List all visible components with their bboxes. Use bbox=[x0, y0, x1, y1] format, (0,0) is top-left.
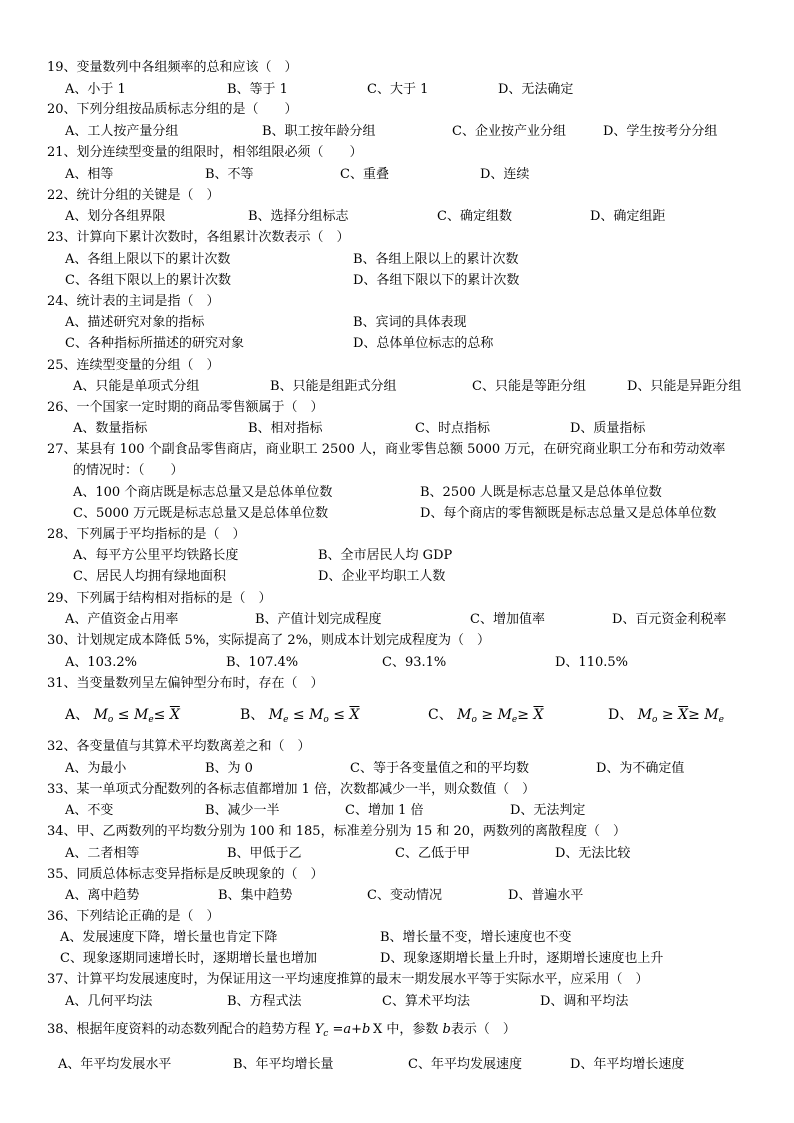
question-21: 21、划分连续型变量的组限时，相邻组限必须（ ） bbox=[47, 145, 363, 160]
q30-option-b: B、107.4% bbox=[226, 655, 299, 670]
q30-option-c: C、93.1% bbox=[382, 655, 447, 670]
q24-option-c: C、各种指标所描述的研究对象 bbox=[65, 336, 244, 351]
q33-option-b: B、减少一半 bbox=[205, 803, 280, 818]
q30-option-d: D、110.5% bbox=[555, 655, 628, 670]
q31-option-a: A、 $M_o \le M_e\le \overline{X}$ bbox=[65, 707, 180, 725]
q38-option-a: A、年平均发展水平 bbox=[58, 1057, 172, 1072]
question-20: 20、下列分组按品质标志分组的是（ ） bbox=[47, 102, 298, 117]
q25-option-b: B、只能是组距式分组 bbox=[270, 379, 397, 394]
question-33: 33、某一单项式分配数列的各标志值都增加 1 倍，次数都减少一半，则众数值（ ） bbox=[47, 782, 536, 797]
question-27-continued: 的情况时：（ ） bbox=[73, 463, 184, 478]
q28-option-d: D、企业平均职工人数 bbox=[318, 569, 446, 584]
q35-option-a: A、离中趋势 bbox=[65, 888, 140, 903]
q26-option-c: C、时点指标 bbox=[415, 421, 490, 436]
q21-option-a: A、相等 bbox=[65, 167, 114, 182]
question-23: 23、计算向下累计次数时，各组累计次数表示（ ） bbox=[47, 230, 350, 245]
q27-option-b: B、2500 人既是标志总量又是总体单位数 bbox=[420, 485, 662, 500]
q23-option-c: C、各组下限以上的累计次数 bbox=[65, 273, 231, 288]
q32-option-a: A、为最小 bbox=[65, 761, 127, 776]
q36-option-b: B、增长量不变，增长速度也不变 bbox=[380, 930, 572, 945]
q34-option-c: C、乙低于甲 bbox=[395, 846, 470, 861]
question-30: 30、计划规定成本降低 5%，实际提高了 2%，则成本计划完成程度为（ ） bbox=[47, 633, 491, 648]
q21-option-b: B、不等 bbox=[205, 167, 254, 182]
q19-option-a: A、小于 1 bbox=[65, 82, 126, 97]
q31-option-d: D、 $M_o \ge \overline{X}\ge M_e$ bbox=[608, 707, 724, 725]
q35-option-b: B、集中趋势 bbox=[218, 888, 293, 903]
q23-option-a: A、各组上限以下的累计次数 bbox=[65, 252, 231, 267]
question-24: 24、统计表的主词是指（ ） bbox=[47, 294, 220, 309]
q25-option-d: D、只能是异距分组 bbox=[627, 379, 742, 394]
q32-option-d: D、为不确定值 bbox=[596, 761, 685, 776]
q32-option-c: C、等于各变量值之和的平均数 bbox=[350, 761, 529, 776]
q19-option-d: D、无法确定 bbox=[498, 82, 574, 97]
question-19: 19、变量数列中各组频率的总和应该（ ） bbox=[47, 60, 298, 75]
q26-option-b: B、相对指标 bbox=[248, 421, 323, 436]
q37-option-b: B、方程式法 bbox=[227, 994, 302, 1009]
q34-option-b: B、甲低于乙 bbox=[227, 846, 302, 861]
q38-option-b: B、年平均增长量 bbox=[233, 1057, 334, 1072]
q21-option-c: C、重叠 bbox=[340, 167, 389, 182]
question-29: 29、下列属于结构相对指标的是（ ） bbox=[47, 591, 272, 606]
q29-option-c: C、增加值率 bbox=[470, 612, 545, 627]
q34-option-d: D、无法比较 bbox=[555, 846, 631, 861]
q19-option-c: C、大于 1 bbox=[367, 82, 429, 97]
question-27: 27、某县有 100 个副食品零售商店，商业职工 2500 人，商业零售总额 5000 万元，在研究商业职工分布和劳动效率 bbox=[47, 442, 726, 457]
q24-option-a: A、描述研究对象的指标 bbox=[65, 315, 205, 330]
q22-option-d: D、确定组距 bbox=[590, 209, 666, 224]
q36-option-a: A、发展速度下降，增长量也肯定下降 bbox=[60, 930, 278, 945]
q20-option-b: B、职工按年龄分组 bbox=[262, 124, 376, 139]
q35-option-d: D、普遍水平 bbox=[508, 888, 584, 903]
q21-option-d: D、连续 bbox=[480, 167, 530, 182]
trend-equation: $Y_c =a+b$ X bbox=[314, 1022, 383, 1039]
q30-option-a: A、103.2% bbox=[65, 655, 137, 670]
question-34: 34、甲、乙两数列的平均数分别为 100 和 185，标准差分别为 15 和 20，两数列的离散程度（ ） bbox=[47, 824, 627, 839]
q22-option-a: A、划分各组界限 bbox=[65, 209, 166, 224]
question-25: 25、连续型变量的分组（ ） bbox=[47, 358, 220, 373]
q33-option-a: A、不变 bbox=[65, 803, 114, 818]
q28-option-c: C、居民人均拥有绿地面积 bbox=[73, 569, 226, 584]
q38-option-d: D、年平均增长速度 bbox=[570, 1057, 685, 1072]
q29-option-a: A、产值资金占用率 bbox=[65, 612, 179, 627]
q27-option-a: A、100 个商店既是标志总量又是总体单位数 bbox=[73, 485, 333, 500]
q37-option-c: C、算术平均法 bbox=[382, 994, 470, 1009]
question-31: 31、当变量数列呈左偏钟型分布时，存在（ ） bbox=[47, 676, 324, 691]
q31-option-b: B、 $M_e \le M_o \le \overline{X}$ bbox=[240, 707, 360, 725]
q28-option-b: B、全市居民人均 GDP bbox=[318, 548, 453, 563]
question-28: 28、下列属于平均指标的是（ ） bbox=[47, 527, 246, 542]
q24-option-b: B、宾词的具体表现 bbox=[353, 315, 467, 330]
q33-option-c: C、增加 1 倍 bbox=[345, 803, 424, 818]
q34-option-a: A、二者相等 bbox=[65, 846, 140, 861]
q35-option-c: C、变动情况 bbox=[367, 888, 442, 903]
q22-option-c: C、确定组数 bbox=[437, 209, 512, 224]
q29-option-b: B、产值计划完成程度 bbox=[255, 612, 382, 627]
question-37: 37、计算平均发展速度时，为保证用这一平均速度推算的最末一期发展水平等于实际水平，应采用（ ） bbox=[47, 972, 649, 987]
q20-option-a: A、工人按产量分组 bbox=[65, 124, 179, 139]
q33-option-d: D、无法判定 bbox=[510, 803, 586, 818]
q22-option-b: B、选择分组标志 bbox=[248, 209, 349, 224]
q27-option-d: D、每个商店的零售额既是标志总量又是总体单位数 bbox=[420, 506, 717, 521]
q20-option-d: D、学生按考分分组 bbox=[603, 124, 718, 139]
q37-option-a: A、几何平均法 bbox=[65, 994, 153, 1009]
q36-option-c: C、现象逐期同速增长时，逐期增长量也增加 bbox=[60, 951, 317, 966]
q25-option-a: A、只能是单项式分组 bbox=[73, 379, 200, 394]
q31-option-c: C、 $M_o \ge M_e\ge \overline{X}$ bbox=[428, 707, 544, 725]
question-22: 22、统计分组的关键是（ ） bbox=[47, 188, 220, 203]
q26-option-d: D、质量指标 bbox=[570, 421, 646, 436]
q23-option-b: B、各组上限以上的累计次数 bbox=[353, 252, 519, 267]
q20-option-c: C、企业按产业分组 bbox=[452, 124, 566, 139]
q24-option-d: D、总体单位标志的总称 bbox=[353, 336, 494, 351]
question-32: 32、各变量值与其算术平均数离差之和（ ） bbox=[47, 739, 311, 754]
q25-option-c: C、只能是等距分组 bbox=[472, 379, 586, 394]
q28-option-a: A、每平方公里平均铁路长度 bbox=[73, 548, 239, 563]
q23-option-d: D、各组下限以下的累计次数 bbox=[353, 273, 520, 288]
question-38: 38、根据年度资料的动态数列配合的趋势方程 $Y_c =a+b$ X 中，参数 b表示（ ） bbox=[47, 1022, 516, 1039]
q38-option-c: C、年平均发展速度 bbox=[408, 1057, 522, 1072]
q32-option-b: B、为 0 bbox=[205, 761, 253, 776]
q27-option-c: C、5000 万元既是标志总量又是总体单位数 bbox=[73, 506, 329, 521]
q37-option-d: D、调和平均法 bbox=[540, 994, 629, 1009]
question-35: 35、同质总体标志变异指标是反映现象的（ ） bbox=[47, 867, 324, 882]
q26-option-a: A、数量指标 bbox=[73, 421, 148, 436]
question-26: 26、一个国家一定时期的商品零售额属于（ ） bbox=[47, 400, 324, 415]
q29-option-d: D、百元资金利税率 bbox=[612, 612, 727, 627]
question-36: 36、下列结论正确的是（ ） bbox=[47, 909, 220, 924]
q36-option-d: D、现象逐期增长量上升时，逐期增长速度也上升 bbox=[380, 951, 664, 966]
q19-option-b: B、等于 1 bbox=[227, 82, 288, 97]
